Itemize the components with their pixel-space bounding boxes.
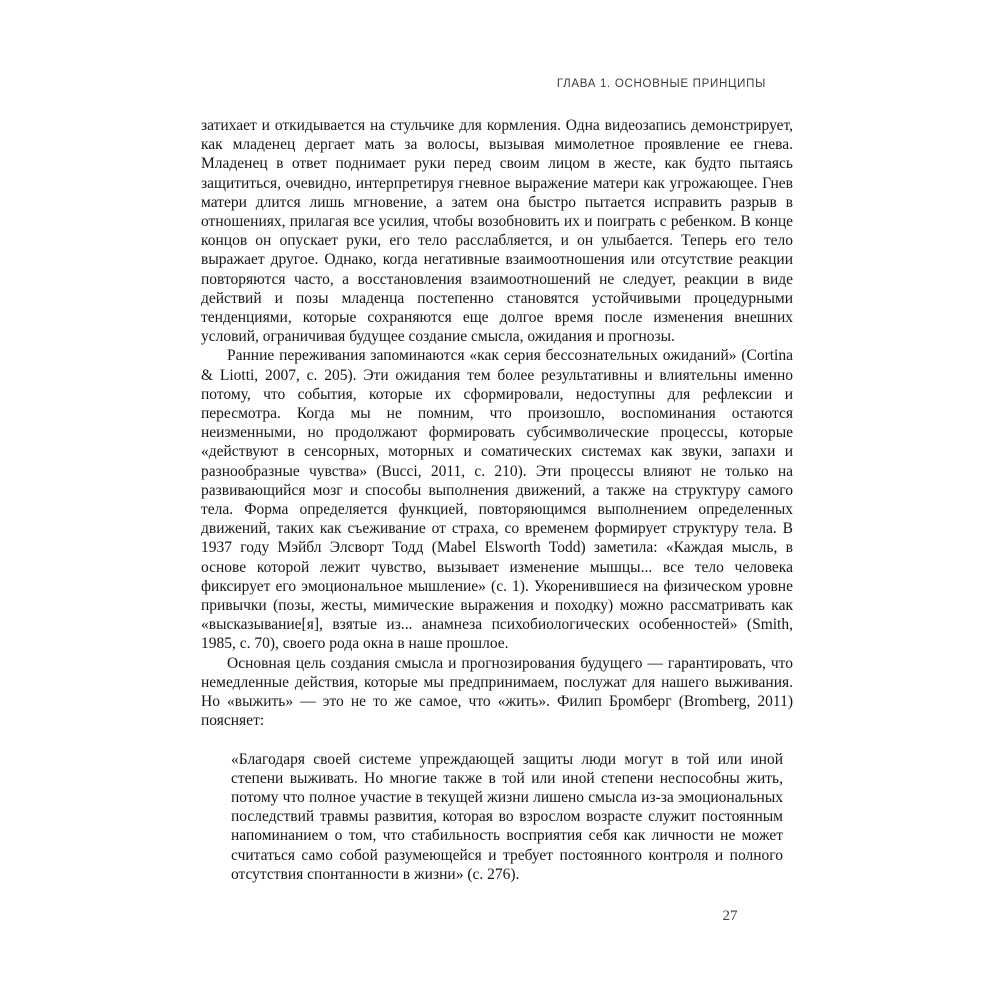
paragraph: Ранние переживания запоминаются «как серия бессознательных ожиданий» (Cortina & Liotti, 2007, с. 205). Эти ожидания тем более результативны и влиятельны именно потому, что события, которые их сформировали, недоступны для рефлексии и пересмотра. Когда мы не помним, что произошло, воспоминания остаются неизменными, но продолжают формировать субсимволические процессы, которые «действуют в сенсорных, моторных и соматических системах как звуки, запахи и разнообразные чувства» (Bucci, 2011, с. 210). Эти процессы влияют не только на развивающийся мозг и способы выполнения движений, а также на структуру самого тела. Форма определяется функцией, повторяющимся выполнением определенных движений, таких как съеживание от страха, со временем формирует структуру тела. В 1937 году Мэйбл Элсворт Тодд (Mabel Elsworth Todd) заметила: «Каждая мысль, в основе которой лежит чувство, вызывает изменение мышцы... все тело человека фиксирует его эмоциональное мышление» (с. 1). Укоренившиеся на физическом уровне привычки (позы, жесты, мимические выражения и походку) можно рассматривать как «высказывание[я], взятые из... анамнеза психобиологических особенностей» (Smith, 1985, с. 70), своего рода окна в наше прошлое. — [201, 347, 793, 653]
page-body — [201, 116, 793, 884]
paragraph-continuation: затихает и откидывается на стульчике для кормления. Одна видеозапись демонстрирует, как младенец дергает мать за волосы, вызывая мимолетное проявление ее гнева. Младенец в ответ поднимает руки перед своим лицом в жесте, как будто пытаясь защититься, очевидно, интерпретируя гневное выражение матери как угрожающее. Гнев матери длится лишь мгновение, а затем она быстро пытается исправить разрыв в отношениях, прилагая все усилия, чтобы возобновить их и поиграть с ребенком. В конце концов он опускает руки, его тело расслабляется, и он улыбается. Теперь его тело выражает другое. Однако, когда негативные взаимоотношения или отсутствие реакции повторяются часто, а восстановления взаимоотношений не следует, реакции в виде действий и позы младенца постепенно становятся устойчивыми процедурными тенденциями, которые сохраняются еще долгое время после изменения внешних условий, ограничивая будущее создание смысла, ожидания и прогнозы. — [201, 117, 793, 346]
paragraph: Основная цель создания смысла и прогнозирования будущего — гарантировать, что немедленные действия, которые мы предпринимаем, послужат для нашего выживания. Но «выжить» — это не то же самое, что «жить». Филип Бромберг (Bromberg, 2011) поясняет: — [201, 654, 793, 730]
page-number: 27 — [722, 908, 738, 924]
chapter-title: ГЛАВА 1. ОСНОВНЫЕ ПРИНЦИПЫ — [556, 78, 766, 90]
running-head — [200, 78, 766, 90]
block-quote: «Благодаря своей системе упреждающей защиты люди могут в той или иной степени выживать. Но многие также в той или иной степени неспособны жить, потому что полное участие в текущей жизни лишено смысла из-за эмоциональных последствий травмы развития, которая во взрослом возрасте служит постоянным напоминанием о том, что стабильность восприятия себя как личности не может считаться само собой разумеющейся и требует постоянного контроля и полного отсутствия спонтанности в жизни» (с. 276). — [231, 750, 783, 883]
